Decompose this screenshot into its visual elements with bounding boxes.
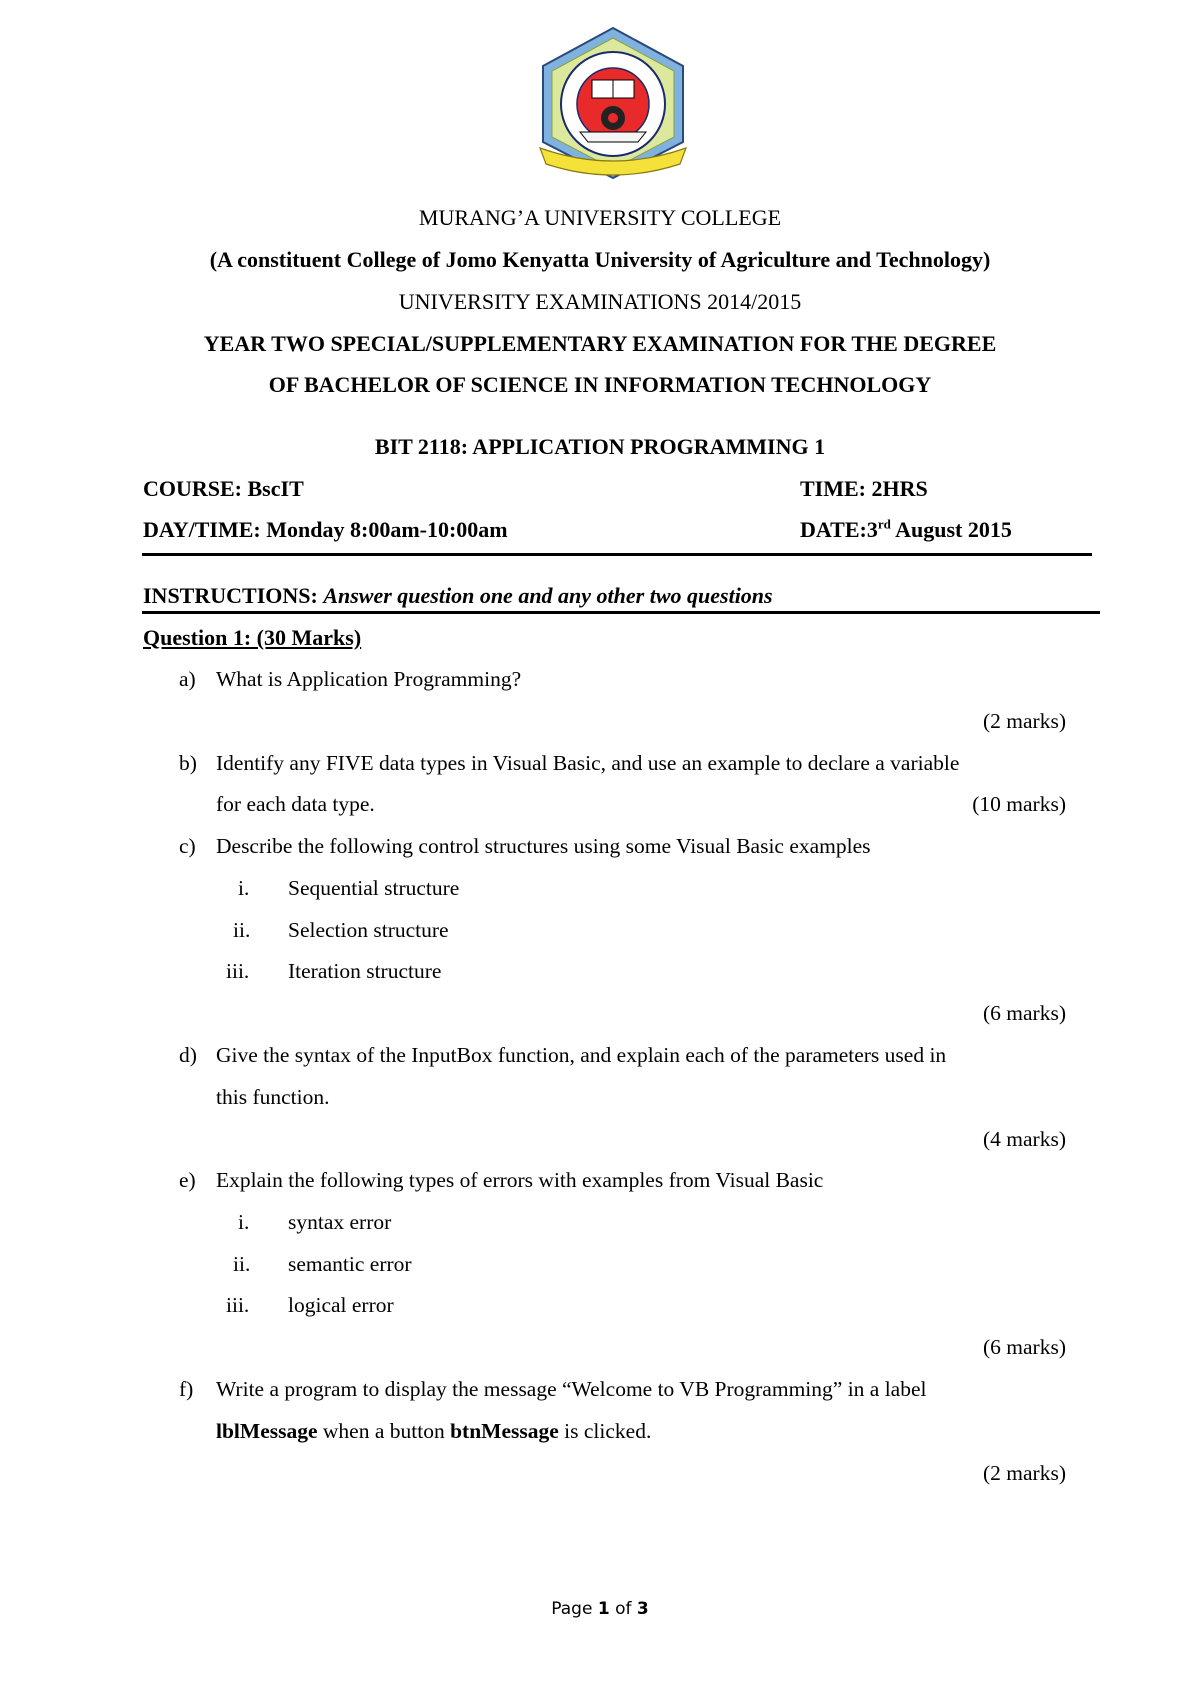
q1d-text-line2: this function. (216, 1085, 330, 1109)
instructions-divider (142, 611, 1100, 614)
exam-title-line2: OF BACHELOR OF SCIENCE IN INFORMATION TECHNOLOGY (268, 372, 932, 397)
q1c-item-text: Selection structure (288, 918, 449, 942)
q1f-text-line1: Write a program to display the message “Welcome to VB Programming” in a label (216, 1377, 927, 1401)
q1e-item-num: iii. (226, 1293, 250, 1317)
q1d-marks: (4 marks) (983, 1127, 1066, 1151)
q1e-item-num: i. (238, 1210, 250, 1234)
instructions: INSTRUCTIONS: Answer question one and any other two questions (143, 583, 773, 608)
q1a-text: What is Application Programming? (216, 667, 522, 691)
page-number: Page 1 of 3 (551, 1599, 649, 1619)
q1e-item-text: syntax error (288, 1210, 392, 1234)
q1a-marks: (2 marks) (983, 709, 1066, 733)
course-label: COURSE: BscIT (143, 476, 304, 501)
q1e-item-num: ii. (233, 1252, 251, 1276)
q1f-marks: (2 marks) (983, 1461, 1066, 1485)
q1b-marks: (10 marks) (972, 792, 1066, 816)
institution-name: MURANG’A UNIVERSITY COLLEGE (418, 205, 782, 230)
q1e-label: e) (179, 1168, 196, 1192)
q1c-text: Describe the following control structures using some Visual Basic examples (216, 834, 871, 858)
exam-title-line1: YEAR TWO SPECIAL/SUPPLEMENTARY EXAMINATION FOR THE DEGREE (203, 331, 997, 356)
university-logo (528, 24, 698, 180)
q1c-item-num: iii. (226, 959, 250, 983)
q1c-marks: (6 marks) (983, 1001, 1066, 1025)
q1e-item-text: semantic error (288, 1252, 412, 1276)
q1e-text: Explain the following types of errors with examples from Visual Basic (216, 1168, 824, 1192)
question-1-title: Question 1: (30 Marks) (143, 625, 362, 650)
q1a-label: a) (179, 667, 196, 691)
q1f-label: f) (179, 1377, 194, 1401)
q1c-item-text: Iteration structure (288, 959, 442, 983)
constituent-note: (A constituent College of Jomo Kenyatta University of Agriculture and Technology) (209, 247, 991, 272)
q1d-text-line1: Give the syntax of the InputBox function, and explain each of the parameters used in (216, 1043, 947, 1067)
q1d-label: d) (179, 1043, 197, 1067)
q1e-item-text: logical error (288, 1293, 394, 1317)
q1c-item-text: Sequential structure (288, 876, 460, 900)
q1b-text-line1: Identify any FIVE data types in Visual Basic, and use an example to declare a variable (216, 751, 960, 775)
q1f-text-line2: lblMessage when a button btnMessage is clicked. (216, 1419, 652, 1443)
q1c-item-num: i. (238, 876, 250, 900)
unit-title: BIT 2118: APPLICATION PROGRAMMING 1 (374, 434, 826, 459)
q1b-text-line2: for each data type. (216, 792, 375, 816)
date-label: DATE:3rd August 2015 (800, 516, 1012, 542)
q1b-label: b) (179, 751, 197, 775)
day-time-label: DAY/TIME: Monday 8:00am-10:00am (143, 517, 508, 542)
header-divider (142, 553, 1092, 556)
q1e-marks: (6 marks) (983, 1335, 1066, 1359)
q1c-item-num: ii. (233, 918, 251, 942)
q1c-label: c) (179, 834, 196, 858)
time-label: TIME: 2HRS (800, 476, 928, 501)
exam-series: UNIVERSITY EXAMINATIONS 2014/2015 (398, 289, 802, 314)
